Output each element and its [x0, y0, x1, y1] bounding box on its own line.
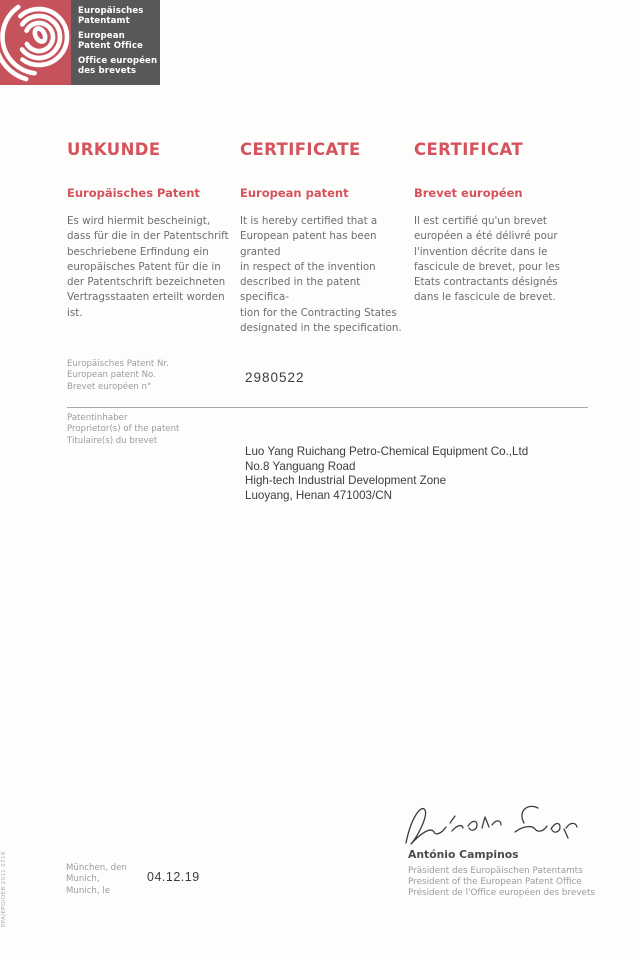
signature-icon [402, 798, 580, 853]
epo-spiral-icon [0, 0, 71, 85]
org-name-line: European [78, 30, 125, 41]
separator-line [67, 407, 588, 408]
patent-number-labels: Europäisches Patent Nr. European patent No. Brevet européen n° [67, 359, 169, 392]
epo-logo [0, 0, 71, 85]
org-name-line: Patentamt [78, 16, 130, 27]
epo-org-names [71, 0, 160, 85]
title-certificat: CERTIFICAT [414, 140, 524, 159]
body-french: Il est certifié qu'un brevet européen a été délivré pour l'invention décrite dans le fascicule de brevet, pour les Etats contractants désignés dans le fascicule de brevet. [414, 215, 560, 304]
org-name-line: des brevets [78, 66, 137, 77]
org-name-de [78, 6, 160, 27]
org-name-fr [78, 56, 160, 77]
subtitle-europaeisches-patent: Europäisches Patent [67, 186, 200, 200]
date-value: 04.12.19 [147, 870, 200, 884]
proprietor-address: Luo Yang Ruichang Petro-Chemical Equipment Co.,Ltd No.8 Yanguang Road High-tech Industrial Development Zone Luoyang, Henan 471003/CN [245, 445, 529, 502]
date-labels: München, den Munich, Munich, le [66, 863, 127, 896]
title-certificate: CERTIFICATE [240, 140, 361, 159]
org-name-line: Europäisches [78, 6, 144, 16]
org-name-line: Patent Office [78, 41, 143, 52]
signer-name: António Campinos [408, 848, 519, 861]
form-code: EPA/EPO/OEB 2011 0718 [1, 851, 7, 927]
title-urkunde: URKUNDE [67, 140, 161, 159]
body-german: Es wird hiermit bescheinigt, dass für die in der Patentschrift beschriebene Erfindung ein europäisches Patent für die in der Patentschrift bezeichneten Vertragsstaaten erteilt worden ist. [67, 215, 229, 319]
column-french [414, 140, 582, 306]
proprietor-labels: Patentinhaber Proprietor(s) of the patent Titulaire(s) du brevet [67, 413, 180, 446]
org-name-line: Office européen [78, 55, 158, 66]
subtitle-european-patent: European patent [240, 186, 349, 200]
column-english [240, 140, 408, 336]
patent-number-value: 2980522 [245, 370, 305, 385]
column-german [67, 140, 235, 321]
org-name-en [78, 31, 160, 52]
signer-titles: Präsident des Europäischen Patentamts President of the European Patent Office Président de l'Office européen des brevets [408, 866, 595, 898]
subtitle-brevet-europeen: Brevet européen [414, 186, 523, 200]
body-english: It is hereby certified that a European patent has been granted in respect of the invention described in the patent specifica- tion for the Contracting States designated in the specification. [240, 215, 402, 335]
